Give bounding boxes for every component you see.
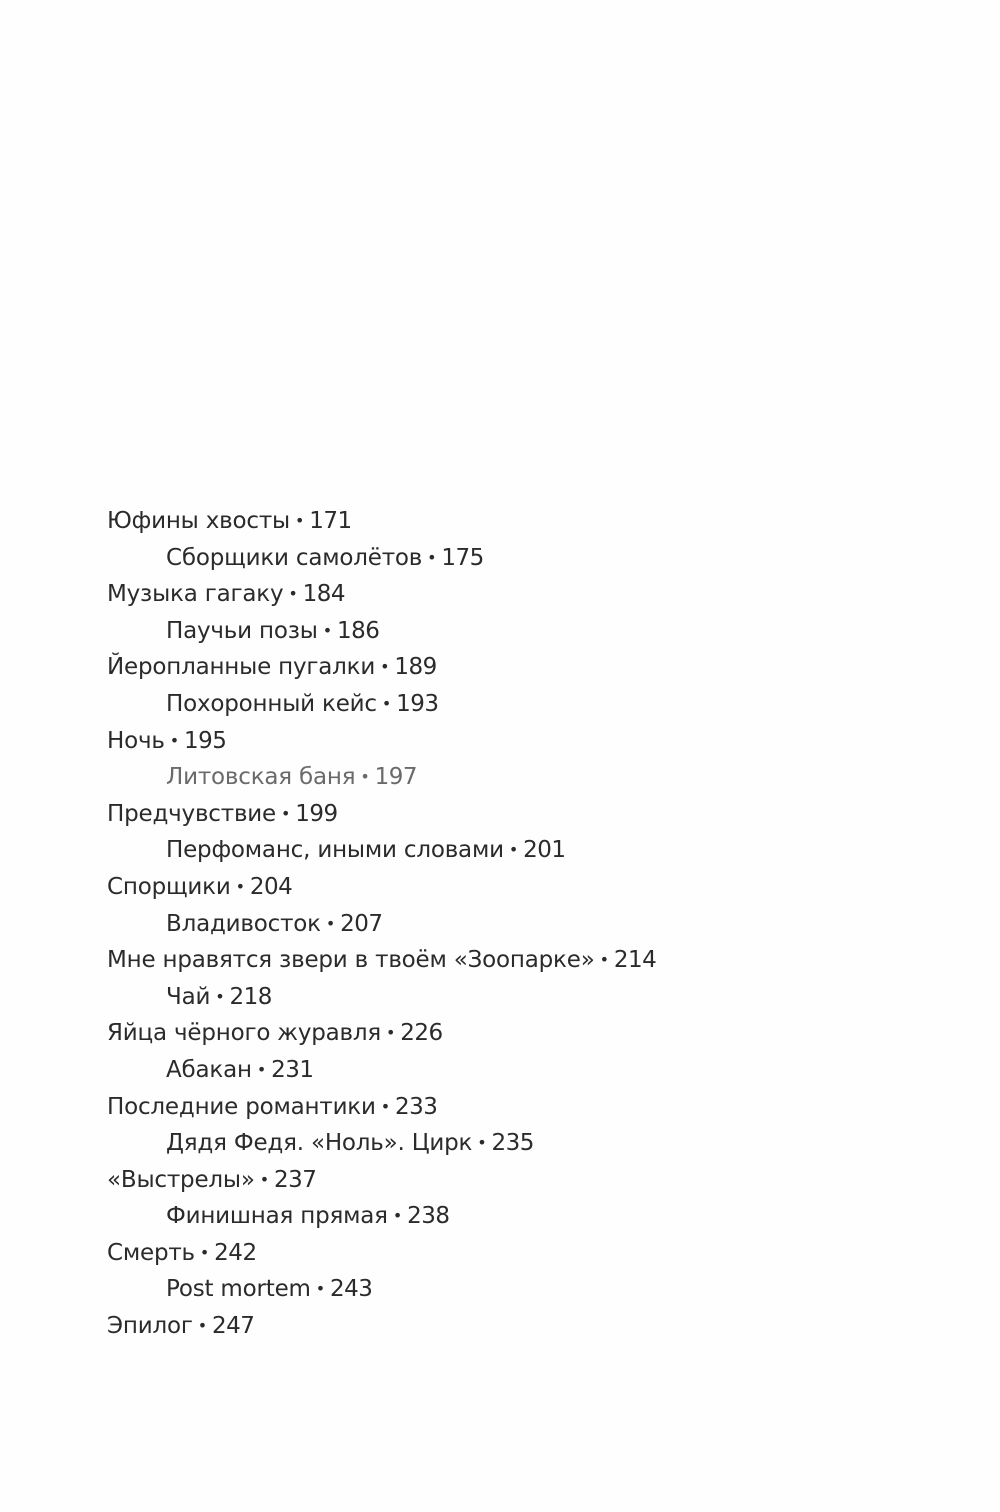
bullet-separator-icon: • — [256, 1059, 267, 1079]
toc-entry — [107, 1198, 967, 1235]
toc-entry — [107, 1271, 967, 1308]
toc-entry-title: Ночь — [107, 727, 165, 754]
bullet-separator-icon: • — [215, 986, 225, 1006]
bullet-separator-icon: • — [235, 876, 245, 896]
table-of-contents — [107, 503, 967, 1345]
toc-entry-page-number: 171 — [309, 508, 352, 534]
bullet-separator-icon: • — [360, 767, 370, 787]
bullet-separator-icon: • — [325, 913, 336, 933]
toc-entry — [107, 1235, 967, 1272]
toc-entry — [107, 1162, 967, 1199]
toc-entry-page-number: 247 — [211, 1313, 255, 1340]
toc-entry-page-number: 204 — [249, 873, 293, 900]
toc-entry-page-number: 189 — [394, 654, 437, 681]
bullet-separator-icon: • — [477, 1133, 487, 1153]
toc-entry — [107, 759, 967, 796]
toc-entry-title: Перфоманс, иными словами — [166, 837, 504, 864]
toc-entry-page-number: 218 — [229, 983, 272, 1010]
toc-entry-page-number: 243 — [330, 1276, 373, 1303]
toc-entry-title: Дядя Федя. «Ноль». Цирк — [166, 1130, 473, 1157]
bullet-separator-icon: • — [427, 547, 437, 567]
toc-entry-page-number: 175 — [441, 544, 484, 571]
toc-entry — [107, 1125, 967, 1162]
toc-entry — [107, 649, 967, 686]
toc-entry-title: Финишная прямая — [166, 1203, 388, 1230]
toc-entry — [107, 723, 967, 760]
toc-entry-page-number: 235 — [491, 1130, 534, 1157]
toc-entry — [107, 503, 967, 540]
bullet-separator-icon: • — [169, 730, 179, 750]
toc-entry-page-number: 237 — [274, 1166, 317, 1193]
bullet-separator-icon: • — [386, 1023, 396, 1043]
bullet-separator-icon: • — [197, 1316, 207, 1336]
toc-entry-title: Предчувствие — [107, 800, 276, 827]
toc-entry-title: Йеропланные пугалки — [107, 654, 376, 681]
toc-entry — [107, 613, 967, 650]
toc-entry-title: Литовская баня — [166, 764, 356, 791]
toc-entry-page-number: 199 — [295, 800, 338, 827]
bullet-separator-icon: • — [288, 584, 298, 604]
toc-entry-page-number: 238 — [407, 1203, 450, 1230]
toc-entry-title: Чай — [166, 983, 211, 1010]
toc-entry — [107, 869, 967, 906]
toc-entry — [107, 1052, 967, 1089]
toc-entry-page-number: 201 — [523, 837, 566, 864]
toc-entry-title: Юфины хвосты — [107, 508, 290, 534]
toc-entry-title: Владивосток — [166, 910, 321, 937]
toc-entry-page-number: 184 — [302, 581, 346, 608]
toc-entry-title: Мне нравятся звери в твоём «Зоопарке» — [107, 947, 595, 974]
toc-entry-page-number: 207 — [340, 910, 383, 937]
bullet-separator-icon: • — [259, 1169, 269, 1189]
bullet-separator-icon: • — [508, 840, 519, 860]
bullet-separator-icon: • — [392, 1206, 403, 1226]
toc-entry — [107, 686, 967, 723]
toc-entry — [107, 540, 967, 577]
toc-entry-title: Эпилог — [107, 1313, 193, 1340]
toc-entry-title: Сборщики самолётов — [166, 544, 423, 571]
toc-entry — [107, 796, 967, 833]
bullet-separator-icon: • — [199, 1242, 210, 1262]
toc-entry-page-number: 233 — [395, 1093, 438, 1120]
toc-entry-title: Абакан — [166, 1056, 252, 1083]
bullet-separator-icon: • — [380, 1096, 391, 1116]
toc-entry-page-number: 193 — [396, 690, 439, 717]
bullet-separator-icon: • — [380, 657, 390, 677]
toc-entry — [107, 979, 967, 1016]
bullet-separator-icon: • — [281, 803, 291, 823]
toc-entry — [107, 832, 967, 869]
toc-entry-page-number: 197 — [374, 764, 418, 791]
bullet-separator-icon: • — [322, 620, 332, 640]
toc-entry — [107, 576, 967, 613]
bullet-separator-icon: • — [381, 693, 392, 713]
bullet-separator-icon: • — [599, 950, 609, 970]
toc-entry-title: Паучьи позы — [166, 617, 318, 644]
toc-entry-title: Последние романтики — [107, 1093, 376, 1120]
bullet-separator-icon: • — [315, 1279, 325, 1299]
toc-entry — [107, 1308, 967, 1345]
toc-entry-title: Post mortem — [166, 1276, 311, 1303]
toc-entry-title: Яйца чёрного журавля — [107, 1020, 382, 1047]
toc-entry-title: Похоронный кейс — [166, 690, 377, 717]
toc-entry — [107, 906, 967, 943]
bullet-separator-icon: • — [295, 511, 305, 530]
toc-entry-page-number: 214 — [613, 947, 657, 974]
toc-entry-page-number: 186 — [336, 617, 380, 644]
toc-entry-page-number: 231 — [271, 1056, 314, 1083]
toc-entry-title: Смерть — [107, 1239, 195, 1266]
toc-entry-page-number: 242 — [214, 1239, 257, 1266]
toc-entry-title: Спорщики — [107, 873, 231, 900]
toc-entry — [107, 942, 967, 979]
toc-entry-title: Музыка гагаку — [107, 581, 284, 608]
toc-entry — [107, 1015, 967, 1052]
toc-entry-page-number: 226 — [400, 1020, 443, 1047]
toc-entry-title: «Выстрелы» — [107, 1166, 255, 1193]
toc-entry — [107, 1089, 967, 1126]
toc-entry-page-number: 195 — [183, 727, 227, 754]
